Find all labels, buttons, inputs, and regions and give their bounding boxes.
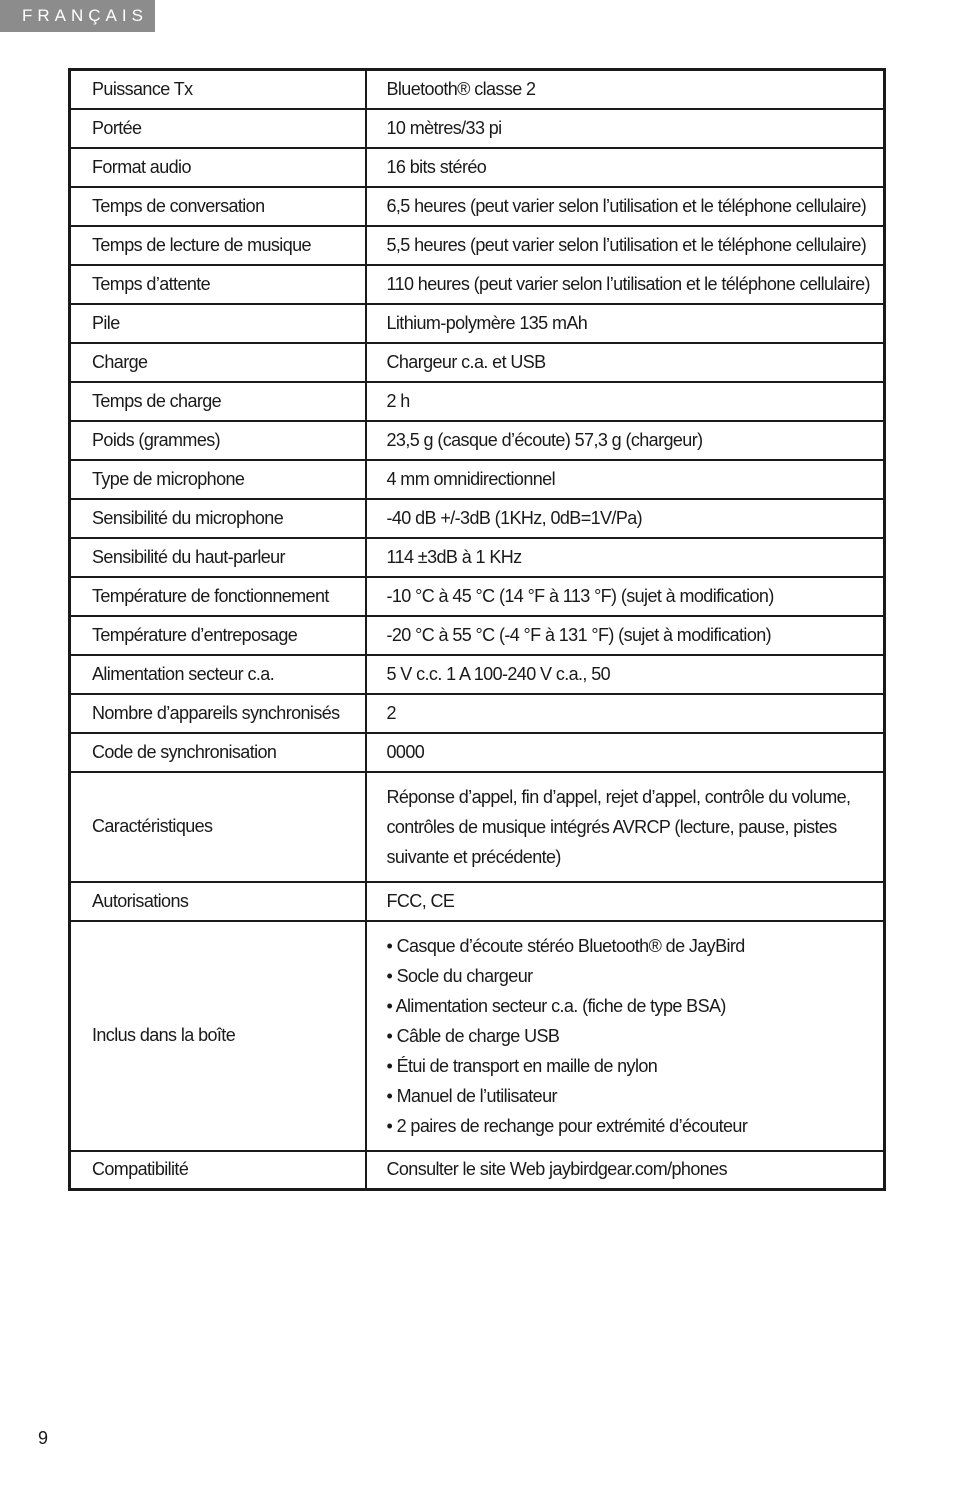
spec-label: Autorisations (70, 882, 366, 921)
spec-value: Lithium-polymère 135 mAh (366, 304, 885, 343)
spec-value: 0000 (366, 733, 885, 772)
spec-value: 6,5 heures (peut varier selon l’utilisation et le téléphone cellulaire) (366, 187, 885, 226)
spec-value: 5 V c.c. 1 A 100-240 V c.a., 50 (366, 655, 885, 694)
table-row (70, 577, 885, 616)
box-contents-item: • Casque d’écoute stéréo Bluetooth® de JayBird (386, 935, 745, 956)
table-row (70, 694, 885, 733)
table-row (70, 226, 885, 265)
spec-label: Portée (70, 109, 366, 148)
spec-label: Nombre d’appareils synchronisés (70, 694, 366, 733)
spec-value: 2 h (366, 382, 885, 421)
spec-value: -20 °C à 55 °C (-4 °F à 131 °F) (sujet à modification) (366, 616, 885, 655)
table-row (70, 109, 885, 148)
spec-label: Température d’entreposage (70, 616, 366, 655)
spec-value: 23,5 g (casque d’écoute) 57,3 g (chargeur) (366, 421, 885, 460)
spec-label: Temps d’attente (70, 265, 366, 304)
spec-label: Alimentation secteur c.a. (70, 655, 366, 694)
spec-label: Type de microphone (70, 460, 366, 499)
table-row (70, 538, 885, 577)
language-tab: FRANÇAIS (0, 0, 155, 32)
spec-value: -40 dB +/-3dB (1KHz, 0dB=1V/Pa) (366, 499, 885, 538)
box-contents-item: • Étui de transport en maille de nylon (386, 1055, 658, 1076)
spec-value-line: suivante et précédente) (386, 846, 561, 867)
box-contents-item: • Câble de charge USB (386, 1025, 560, 1046)
spec-label: Compatibilité (70, 1151, 366, 1190)
spec-label: Sensibilité du microphone (70, 499, 366, 538)
spec-label: Caractéristiques (70, 772, 366, 882)
spec-value: 4 mm omnidirectionnel (366, 460, 885, 499)
spec-value: Bluetooth® classe 2 (366, 70, 885, 109)
page-number: 9 (38, 1428, 49, 1448)
box-contents-item: • Manuel de l’utilisateur (386, 1085, 557, 1106)
spec-value: 110 heures (peut varier selon l’utilisation et le téléphone cellulaire) (366, 265, 885, 304)
table-row (70, 460, 885, 499)
spec-value: FCC, CE (366, 882, 885, 921)
box-contents-item: • 2 paires de rechange pour extrémité d’écouteur (386, 1115, 748, 1136)
table-row (70, 382, 885, 421)
spec-value: 16 bits stéréo (366, 148, 885, 187)
table-row (70, 265, 885, 304)
spec-label: Poids (grammes) (70, 421, 366, 460)
spec-label: Temps de conversation (70, 187, 366, 226)
spec-label: Charge (70, 343, 366, 382)
spec-label: Pile (70, 304, 366, 343)
table-row (70, 70, 885, 109)
table-row (70, 421, 885, 460)
spec-value: Consulter le site Web jaybirdgear.com/phones (366, 1151, 885, 1190)
spec-value-line: contrôles de musique intégrés AVRCP (lecture, pause, pistes (386, 816, 837, 837)
box-contents-item: • Alimentation secteur c.a. (fiche de type BSA) (386, 995, 726, 1016)
spec-label: Temps de lecture de musique (70, 226, 366, 265)
table-row (70, 772, 885, 882)
spec-value: 114 ±3dB à 1 KHz (366, 538, 885, 577)
specifications-table (68, 68, 886, 1191)
table-row (70, 1151, 885, 1190)
spec-label: Code de synchronisation (70, 733, 366, 772)
spec-value (366, 772, 885, 882)
spec-value: 5,5 heures (peut varier selon l’utilisation et le téléphone cellulaire) (366, 226, 885, 265)
spec-value: 2 (366, 694, 885, 733)
spec-value: Chargeur c.a. et USB (366, 343, 885, 382)
box-contents-item: • Socle du chargeur (386, 965, 533, 986)
table-row (70, 921, 885, 1151)
spec-label: Inclus dans la boîte (70, 921, 366, 1151)
spec-value: -10 °C à 45 °C (14 °F à 113 °F) (sujet à modification) (366, 577, 885, 616)
table-row (70, 304, 885, 343)
spec-value-line: Réponse d’appel, fin d’appel, rejet d’appel, contrôle du volume, (386, 786, 851, 807)
spec-label: Temps de charge (70, 382, 366, 421)
table-row (70, 187, 885, 226)
table-row (70, 655, 885, 694)
spec-label: Puissance Tx (70, 70, 366, 109)
spec-label: Format audio (70, 148, 366, 187)
table-row (70, 882, 885, 921)
spec-value: 10 mètres/33 pi (366, 109, 885, 148)
table-row (70, 499, 885, 538)
spec-value (366, 921, 885, 1151)
table-row (70, 733, 885, 772)
spec-label: Température de fonctionnement (70, 577, 366, 616)
table-row (70, 616, 885, 655)
table-row (70, 148, 885, 187)
table-row (70, 343, 885, 382)
spec-label: Sensibilité du haut-parleur (70, 538, 366, 577)
